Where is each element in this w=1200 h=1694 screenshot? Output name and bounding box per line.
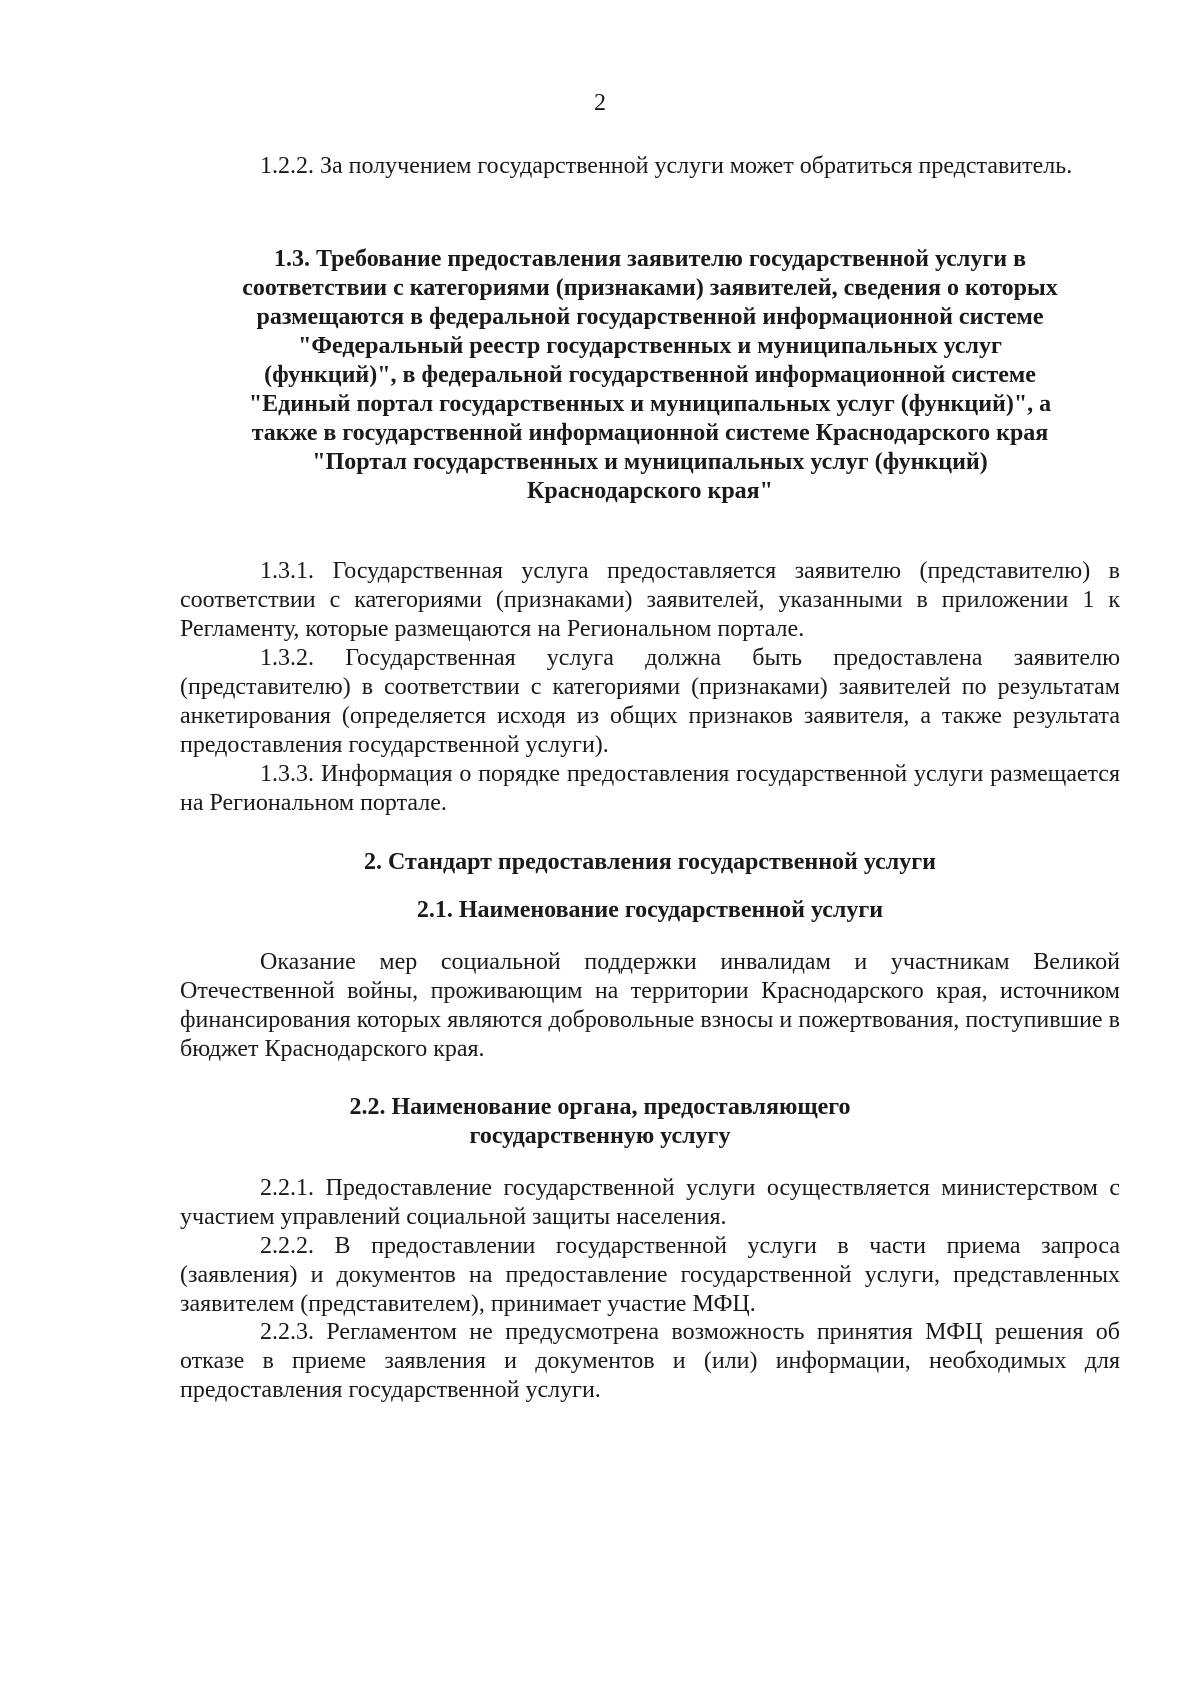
heading-2-1: 2.1. Наименование государственной услуги [416,897,884,923]
paragraph-2-2-3: 2.2.3. Регламентом не предусмотрена возможность принятия МФЦ решения об отказе в приеме заявления и документов и (или) информации, необходимых для предоставления государственной услуги. [180,1319,1120,1403]
paragraph-2-2-2: 2.2.2. В предоставлении государственной услуги в части приема запроса (заявления) и документов на предоставление государственной услуги, представленных заявителем (представителем), принимает участие МФЦ. [180,1233,1120,1317]
paragraph-1-2-2: 1.2.2. За получением государственной услуги может обратиться представитель. [260,153,1073,179]
page-number: 2 [594,90,606,116]
paragraph-1-3-2: 1.3.2. Государственная услуга должна быть предоставлена заявителю (представителю) в соответствии с категориями (признаками) заявителей по результатам анкетирования (определяется исходя из общих признаков заявителя, а также результата предоставления государственной услуги). [180,645,1120,758]
heading-2: 2. Стандарт предоставления государственной услуги [364,849,936,875]
paragraph-2-2-1: 2.2.1. Предоставление государственной услуги осуществляется министерством с участием управлений социальной защиты населения. [180,1175,1120,1230]
paragraph-2-1: Оказание мер социальной поддержки инвалидам и участникам Великой Отечественной войны, проживающим на территории Краснодарского края, источником финансирования которых являются добровольные взносы и пожертвования, поступившие в бюджет Краснодарского края. [180,949,1120,1062]
paragraph-1-3-3: 1.3.3. Информация о порядке предоставления государственной услуги размещается на Региональном портале. [180,761,1120,816]
heading-2-2: 2.2. Наименование органа, предоставляющего государственную услугу [349,1094,851,1149]
paragraph-1-3-1: 1.3.1. Государственная услуга предоставляется заявителю (представителю) в соответствии с категориями (признаками) заявителей, указанными в приложении 1 к Регламенту, которые размещаются на Региональном портале. [180,558,1120,642]
heading-1-3: 1.3. Требование предоставления заявителю государственной услуги в соответствии с категориями (признаками) заявителей, сведения о которых размещаются в федеральной государственной информационной системе "Федеральный реестр государственных и муниципальных услуг (функций)", в федеральной государственной информационной системе "Единый портал государственных и муниципальных услуг (функций)", а также в государственной информационной системе Краснодарского края "Портал государственных и муниципальных услуг (функций) Краснодарского края" [242,246,1058,504]
